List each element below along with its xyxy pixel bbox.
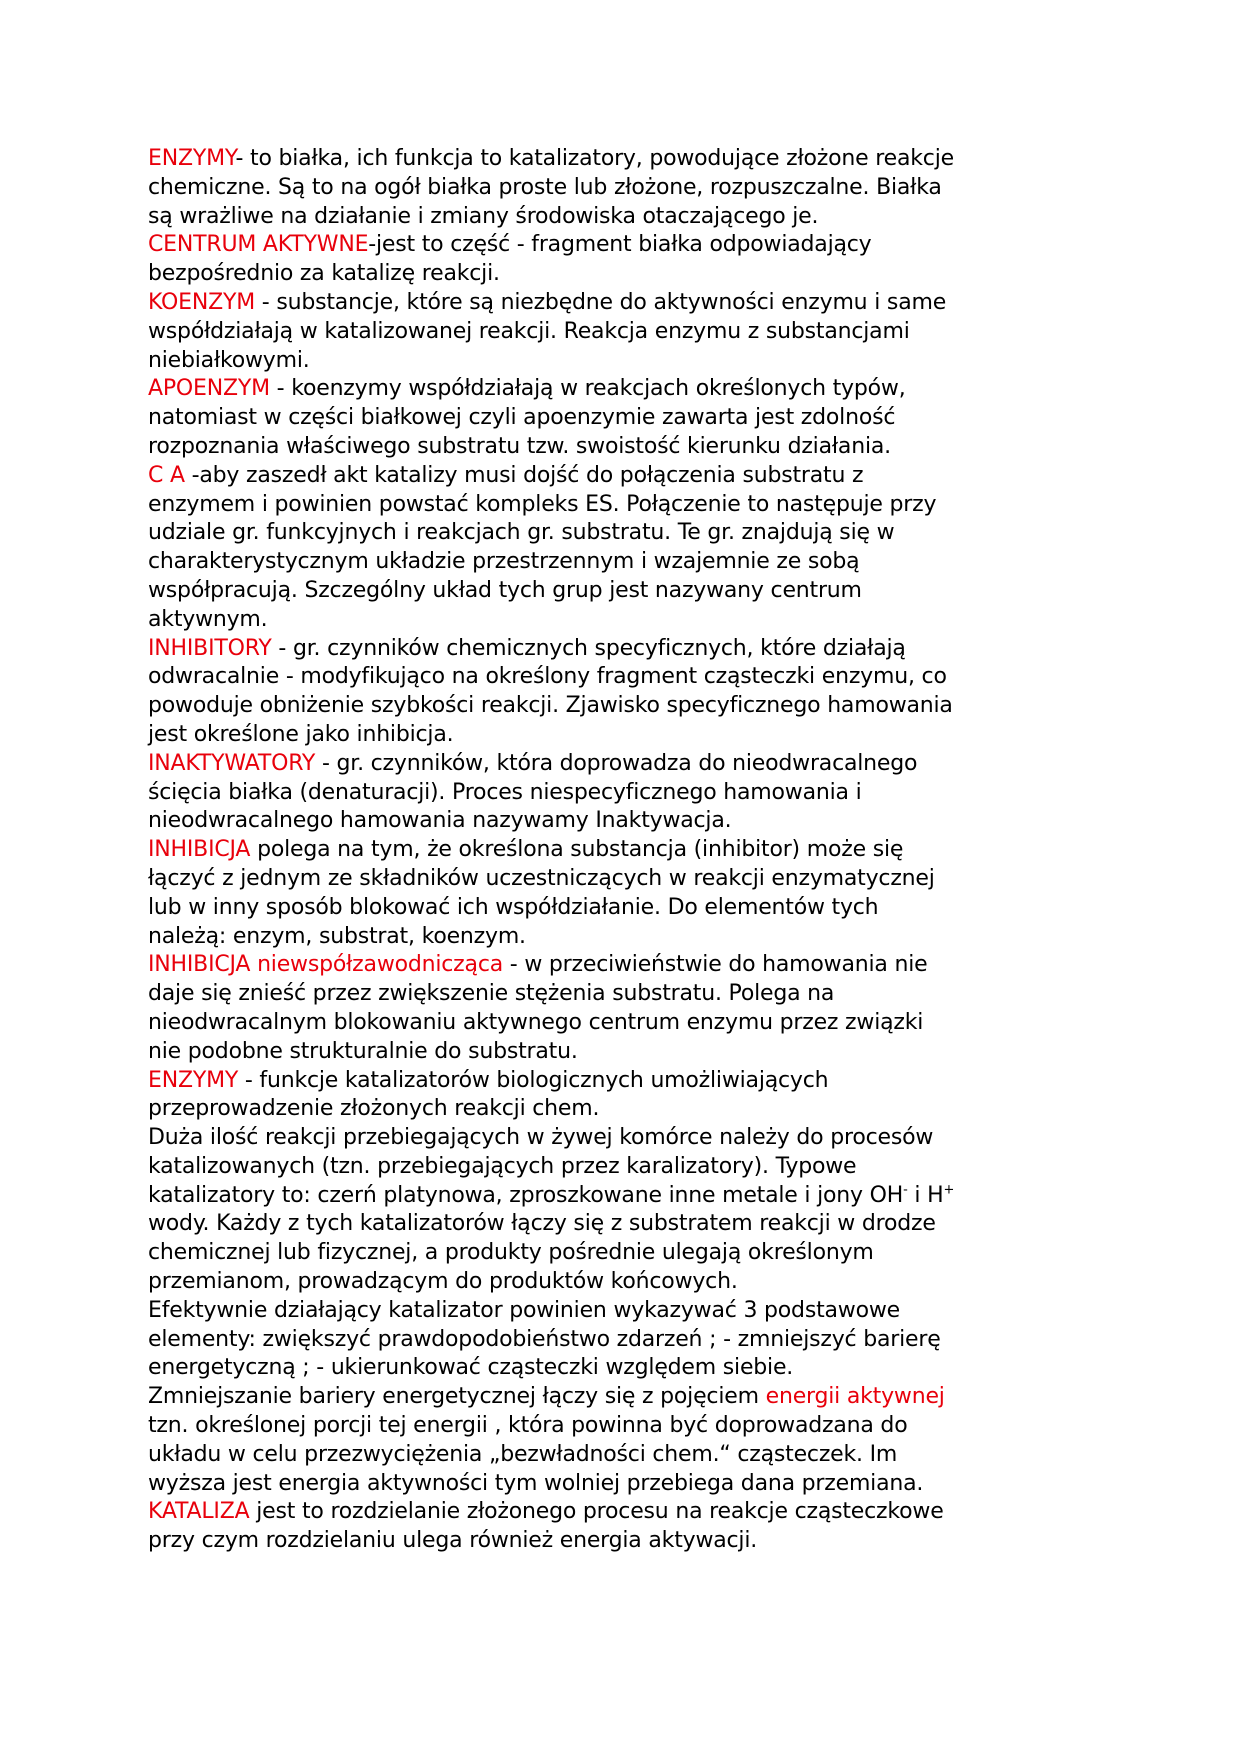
- text-segment: natomiast w części białkowej czyli apoenzymie zawarta jest zdolność: [148, 405, 896, 431]
- text-line: [148, 1239, 954, 1268]
- text-line: [148, 1297, 954, 1326]
- text-line: [148, 1124, 954, 1153]
- text-segment: nieodwracalnego hamowania nazywamy Inaktywacja.: [148, 808, 732, 834]
- text-line: [148, 606, 954, 635]
- text-line: [148, 577, 954, 606]
- text-line: [148, 807, 954, 836]
- text-line: [148, 865, 954, 894]
- text-line: [148, 980, 954, 1009]
- text-line: [148, 289, 954, 318]
- text-segment: Duża ilość reakcji przebiegających w żywej komórce należy do procesów: [148, 1125, 934, 1151]
- text-segment: powoduje obniżenie szybkości reakcji. Zjawisko specyficznego hamowania: [148, 693, 953, 719]
- text-line: [148, 174, 954, 203]
- highlighted-term: energii aktywnej: [765, 1384, 945, 1410]
- text-line: [148, 347, 954, 376]
- text-segment: przy czym rozdzielaniu ulega również energia aktywacji.: [148, 1528, 758, 1554]
- text-segment: chemicznej lub fizycznej, a produkty pośrednie ulegają określonym: [148, 1240, 874, 1266]
- text-segment: lub w inny sposób blokować ich współdziałanie. Do elementów tych: [148, 894, 879, 920]
- text-line: [148, 1326, 954, 1355]
- text-segment: - koenzymy współdziałają w reakcjach określonych typów,: [269, 376, 906, 402]
- text-line: [148, 1412, 954, 1441]
- text-segment: charakterystycznym układzie przestrzennym i wzajemnie ze sobą: [148, 549, 860, 575]
- text-segment: wyższa jest energia aktywności tym wolniej przebiega dana przemiana.: [148, 1470, 924, 1496]
- text-line: [148, 519, 954, 548]
- text-segment: udziale gr. funkcyjnych i reakcjach gr. substratu. Te gr. znajdują się w: [148, 520, 895, 546]
- text-line: [148, 1153, 954, 1182]
- text-segment: przemianom, prowadzącym do produktów końcowych.: [148, 1269, 738, 1295]
- text-segment: daje się znieść przez zwiększenie stężenia substratu. Polega na: [148, 981, 835, 1007]
- text-line: [148, 231, 954, 260]
- text-line: [148, 721, 954, 750]
- text-line: [148, 260, 954, 289]
- highlighted-term: ENZYMY: [148, 1067, 239, 1093]
- text-segment: łączyć z jednym ze składników uczestniczących w reakcji enzymatycznej: [148, 865, 935, 891]
- highlighted-term: CENTRUM AKTYWNE: [148, 232, 369, 258]
- text-segment: układu w celu przezwyciężenia „bezwładności chem.“ cząsteczek. Im: [148, 1441, 898, 1467]
- text-line: [148, 318, 954, 347]
- text-segment: wody. Każdy z tych katalizatorów łączy się z substratem reakcji w drodze: [148, 1211, 936, 1237]
- text-line: [148, 894, 954, 923]
- text-line: [148, 1498, 954, 1527]
- text-line: [148, 1527, 954, 1556]
- text-segment: jest określone jako inhibicja.: [148, 721, 454, 747]
- text-line: [148, 779, 954, 808]
- highlighted-term: INHIBICJA niewspółzawodnicząca: [148, 952, 503, 978]
- text-segment: energetyczną ; - ukierunkować cząsteczki względem siebie.: [148, 1355, 794, 1381]
- highlighted-term: C A: [148, 462, 185, 488]
- text-segment: -jest to część - fragment białka odpowiadający: [368, 232, 872, 258]
- text-line: [148, 951, 954, 980]
- text-line: [148, 1441, 954, 1470]
- text-segment: odwracalnie - modyfikująco na określony fragment cząsteczki enzymu, co: [148, 664, 947, 690]
- text-segment: - funkcje katalizatorów biologicznych umożliwiających: [238, 1067, 829, 1093]
- text-segment: jest to rozdzielanie złożonego procesu na reakcje cząsteczkowe: [249, 1499, 944, 1525]
- text-segment: polega na tym, że określona substancja (inhibitor) może się: [250, 837, 904, 863]
- text-segment: współdziałają w katalizowanej reakcji. Reakcja enzymu z substancjami: [148, 318, 910, 344]
- superscript: +: [943, 1182, 955, 1198]
- text-line: [148, 491, 954, 520]
- text-segment: -aby zaszedł akt katalizy musi dojść do połączenia substratu z: [184, 462, 864, 488]
- highlighted-term: KATALIZA: [148, 1499, 250, 1525]
- text-segment: należą: enzym, substrat, koenzym.: [148, 923, 526, 949]
- highlighted-term: ENZYMY: [148, 146, 236, 171]
- text-line: [148, 404, 954, 433]
- text-segment: są wrażliwe na działanie i zmiany środowiska otaczającego je.: [148, 203, 819, 229]
- text-line: [148, 1354, 954, 1383]
- text-line: [148, 462, 954, 491]
- text-segment: enzymem i powinien powstać kompleks ES. Połączenie to następuje przy: [148, 491, 937, 517]
- text-line: [148, 375, 954, 404]
- text-line: [148, 433, 954, 462]
- text-line: [148, 1067, 954, 1096]
- text-segment: ścięcia białka (denaturacji). Proces niespecyficznego hamowania i: [148, 779, 862, 805]
- text-segment: Zmniejszanie bariery energetycznej łączy się z pojęciem: [148, 1384, 766, 1410]
- text-segment: elementy: zwiększyć prawdopodobieństwo zdarzeń ; - zmniejszyć barierę: [148, 1326, 941, 1352]
- text-line: [148, 1268, 954, 1297]
- text-line: [148, 1470, 954, 1499]
- text-line: [148, 750, 954, 779]
- text-segment: nie podobne strukturalnie do substratu.: [148, 1038, 578, 1064]
- text-segment: współpracują. Szczególny układ tych grup jest nazywany centrum: [148, 577, 862, 603]
- text-line: [148, 1038, 954, 1067]
- text-line: [148, 1095, 954, 1124]
- text-segment: nieodwracalnym blokowaniu aktywnego centrum enzymu przez związki: [148, 1009, 924, 1035]
- text-segment: przeprowadzenie złożonych reakcji chem.: [148, 1096, 600, 1122]
- text-line: [148, 836, 954, 865]
- text-line: [148, 1383, 954, 1412]
- text-segment: aktywnym.: [148, 606, 268, 632]
- text-line: [148, 1182, 954, 1211]
- text-segment: bezpośrednio za katalizę reakcji.: [148, 261, 500, 287]
- text-line: [148, 1009, 954, 1038]
- text-segment: i H: [907, 1182, 944, 1208]
- highlighted-term: INHIBITORY: [148, 635, 272, 661]
- text-line: [148, 548, 954, 577]
- highlighted-term: INHIBICJA: [148, 837, 251, 863]
- text-segment: chemiczne. Są to na ogół białka proste lub złożone, rozpuszczalne. Białka: [148, 174, 942, 200]
- text-segment: katalizatory to: czerń platynowa, zproszkowane inne metale i jony OH: [148, 1182, 904, 1208]
- text-segment: - to białka, ich funkcja to katalizatory, powodujące złożone reakcje: [235, 146, 954, 171]
- text-segment: Efektywnie działający katalizator powinien wykazywać 3 podstawowe: [148, 1297, 900, 1323]
- text-segment: niebiałkowymi.: [148, 347, 310, 373]
- text-line: [148, 663, 954, 692]
- highlighted-term: APOENZYM: [148, 376, 270, 402]
- text-segment: - w przeciwieństwie do hamowania nie: [503, 952, 928, 978]
- highlighted-term: INAKTYWATORY: [148, 750, 316, 776]
- highlighted-term: KOENZYM: [148, 289, 255, 315]
- text-line: [148, 203, 954, 232]
- document-body: [148, 145, 954, 1556]
- text-segment: rozpoznania właściwego substratu tzw. swoistość kierunku działania.: [148, 433, 891, 459]
- superscript: -: [903, 1182, 908, 1198]
- text-line: [148, 145, 954, 174]
- text-segment: - gr. czynników, która doprowadza do nieodwracalnego: [315, 750, 918, 776]
- text-segment: - substancje, które są niezbędne do aktywności enzymu i same: [255, 289, 947, 315]
- text-segment: - gr. czynników chemicznych specyficznych, które działają: [271, 635, 906, 661]
- text-line: [148, 923, 954, 952]
- text-segment: tzn. określonej porcji tej energii , która powinna być doprowadzana do: [148, 1413, 908, 1439]
- text-line: [148, 635, 954, 664]
- text-segment: katalizowanych (tzn. przebiegających przez karalizatory). Typowe: [148, 1153, 857, 1179]
- text-line: [148, 1210, 954, 1239]
- text-line: [148, 692, 954, 721]
